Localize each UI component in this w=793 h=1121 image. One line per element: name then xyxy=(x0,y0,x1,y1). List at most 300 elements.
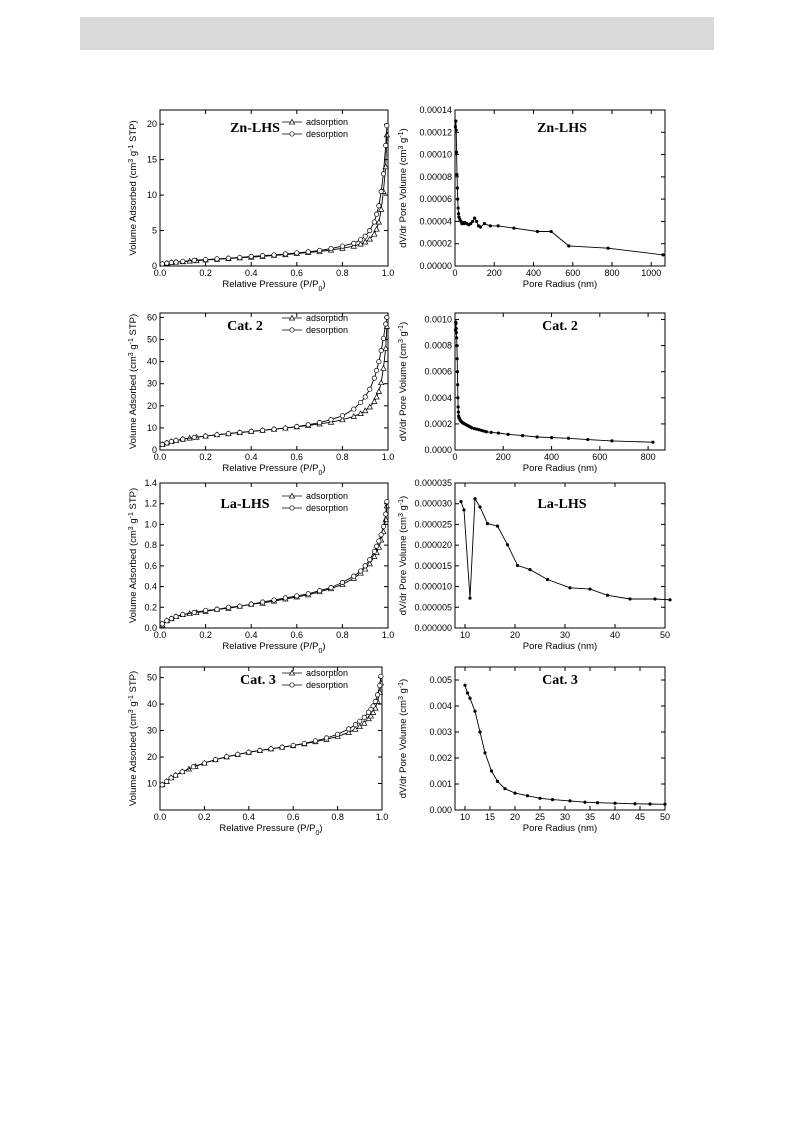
data-point xyxy=(457,411,460,414)
chart-panel-3 xyxy=(128,312,395,476)
x-tick-label: 400 xyxy=(544,452,560,462)
data-point xyxy=(466,691,469,694)
data-point xyxy=(385,123,389,127)
panel-title: Zn-LHS xyxy=(230,121,280,136)
data-point xyxy=(381,524,385,528)
data-point xyxy=(568,586,571,589)
data-point xyxy=(385,499,389,503)
y-tick-label: 0.004 xyxy=(429,701,452,711)
data-point xyxy=(379,674,383,678)
x-tick-label: 0.0 xyxy=(153,630,167,640)
data-point xyxy=(456,186,459,189)
data-point xyxy=(473,216,476,219)
legend-label: desorption xyxy=(306,129,349,139)
y-tick-label: 40 xyxy=(146,699,157,710)
data-point xyxy=(363,564,367,568)
data-point xyxy=(550,230,553,233)
data-point xyxy=(329,418,333,422)
chart-panel-2 xyxy=(398,105,666,290)
y-axis-title: Volume Adsorbed ($cm^3$ $g^{-1}$ STP) xyxy=(127,313,139,450)
y-tick-label: 0.8 xyxy=(144,540,157,551)
chart-panel-1 xyxy=(128,110,395,293)
data-point xyxy=(454,120,457,123)
data-point xyxy=(596,801,599,804)
plot-frame xyxy=(160,483,388,628)
legend-marker-circle xyxy=(290,132,294,136)
data-point xyxy=(165,261,169,265)
data-point xyxy=(379,189,383,193)
data-point xyxy=(546,578,549,581)
data-point xyxy=(174,260,178,264)
y-tick-label: 0.0008 xyxy=(424,340,452,351)
data-point xyxy=(376,389,381,394)
x-tick-label: 1.0 xyxy=(381,452,395,462)
data-point xyxy=(260,600,264,604)
legend-label: adsorption xyxy=(306,491,349,501)
data-point xyxy=(283,426,287,430)
data-point xyxy=(478,730,481,733)
data-point xyxy=(363,395,367,399)
x-tick-label: 800 xyxy=(604,268,620,278)
x-tick-label: 600 xyxy=(565,268,581,278)
series-line-dV/dr xyxy=(465,685,665,804)
y-tick-label: 0.00004 xyxy=(419,216,452,227)
panel-title: Cat. 2 xyxy=(227,319,263,334)
data-point xyxy=(352,241,356,245)
data-point xyxy=(462,508,465,511)
y-tick-label: 0.0006 xyxy=(424,366,452,377)
series-line-dV/dr xyxy=(456,322,653,442)
data-point xyxy=(340,414,344,418)
y-axis-title: Volume Adsorbed ($cm^3$ $g^{-1}$ STP) xyxy=(127,670,139,807)
data-point xyxy=(226,256,230,260)
y-tick-label: 0.0010 xyxy=(424,314,452,325)
panel-title: Zn-LHS xyxy=(537,121,587,136)
data-point xyxy=(379,348,383,352)
data-point xyxy=(283,596,287,600)
y-tick-label: 0.000 xyxy=(429,805,452,815)
data-point xyxy=(583,801,586,804)
legend-label: desorption xyxy=(306,680,349,690)
data-point xyxy=(306,423,310,427)
y-tick-label: 0.000035 xyxy=(414,478,452,488)
y-axis-title: dV/dr Pore Volume ($cm^3$ $g^{-1}$) xyxy=(397,128,409,248)
legend xyxy=(282,668,348,690)
data-point xyxy=(192,258,196,262)
x-tick-label: 20 xyxy=(509,630,521,640)
data-point xyxy=(653,597,656,600)
legend-label: adsorption xyxy=(306,117,349,127)
y-tick-label: 40 xyxy=(146,356,157,367)
data-point xyxy=(516,564,519,567)
legend xyxy=(282,313,348,335)
y-tick-label: 0 xyxy=(151,261,157,271)
data-point xyxy=(456,396,459,399)
x-tick-label: 50 xyxy=(659,812,671,822)
y-tick-label: 0.000015 xyxy=(414,560,452,571)
data-point xyxy=(490,769,493,772)
x-tick-label: 0.2 xyxy=(199,630,212,640)
data-point xyxy=(295,594,299,598)
data-point xyxy=(457,405,460,408)
data-point xyxy=(374,394,379,399)
data-point xyxy=(478,505,481,508)
x-tick-label: 0.6 xyxy=(290,268,304,278)
data-point xyxy=(486,522,489,525)
data-point xyxy=(372,376,376,380)
data-point xyxy=(313,739,317,743)
x-tick-label: 45 xyxy=(634,812,646,822)
data-point xyxy=(633,802,636,805)
x-tick-label: 30 xyxy=(559,630,571,640)
legend-label: adsorption xyxy=(306,668,349,678)
data-point xyxy=(528,568,531,571)
data-point xyxy=(272,427,276,431)
chart-panel-4 xyxy=(398,313,666,474)
x-axis-title: Pore Radius (nm) xyxy=(522,463,598,474)
data-point xyxy=(215,433,219,437)
y-tick-label: 50 xyxy=(146,334,157,345)
data-point xyxy=(160,442,164,446)
data-point xyxy=(536,230,539,233)
data-point xyxy=(192,435,196,439)
data-point xyxy=(454,322,457,325)
y-tick-label: 15 xyxy=(146,154,157,165)
legend-marker-circle xyxy=(290,506,294,510)
x-tick-label: 600 xyxy=(592,452,608,462)
y-tick-label: 0.00008 xyxy=(419,171,452,182)
y-tick-label: 0 xyxy=(151,445,157,455)
data-point xyxy=(457,206,460,209)
y-tick-label: 0.000000 xyxy=(414,623,452,633)
data-point xyxy=(169,776,173,780)
data-point xyxy=(375,693,379,697)
data-point xyxy=(456,383,459,386)
x-tick-label: 0.0 xyxy=(153,812,167,822)
data-point xyxy=(372,231,377,236)
data-point xyxy=(226,605,230,609)
data-point xyxy=(347,727,351,731)
data-point xyxy=(358,569,362,573)
legend-label: adsorption xyxy=(306,313,349,323)
data-point xyxy=(507,433,510,436)
x-tick-label: 0.4 xyxy=(242,812,256,822)
data-point xyxy=(455,331,458,334)
x-tick-label: 0.6 xyxy=(286,812,300,822)
x-tick-label: 0.4 xyxy=(244,630,258,640)
data-point xyxy=(215,607,219,611)
x-tick-label: 0.6 xyxy=(290,630,304,640)
x-tick-label: 200 xyxy=(495,452,511,462)
data-point xyxy=(165,619,169,623)
series-line-desorption xyxy=(162,317,387,444)
x-tick-label: 0.8 xyxy=(336,268,349,278)
x-tick-label: 40 xyxy=(609,812,621,822)
data-point xyxy=(586,438,589,441)
data-point xyxy=(661,253,664,256)
x-tick-label: 400 xyxy=(525,268,542,278)
data-point xyxy=(550,436,553,439)
chart-panel-5 xyxy=(128,478,395,655)
x-tick-label: 0.2 xyxy=(199,452,212,462)
data-point xyxy=(280,745,284,749)
plot-frame xyxy=(160,667,382,810)
data-point xyxy=(295,251,299,255)
data-point xyxy=(368,387,372,391)
x-tick-label: 0.8 xyxy=(336,630,349,640)
data-point xyxy=(329,246,333,250)
x-tick-label: 0.8 xyxy=(331,812,344,822)
x-tick-label: 0.6 xyxy=(290,452,304,462)
x-tick-label: 1.0 xyxy=(381,630,395,640)
data-point xyxy=(377,204,381,208)
plot-frame xyxy=(455,667,665,810)
y-tick-label: 0.003 xyxy=(429,727,452,737)
data-point xyxy=(628,597,631,600)
data-point xyxy=(260,254,264,258)
data-point xyxy=(203,434,207,438)
series-line-dV/dr xyxy=(461,499,670,600)
panel-title: Cat. 3 xyxy=(542,673,578,688)
data-point xyxy=(379,533,383,537)
y-tick-label: 50 xyxy=(146,672,157,683)
x-tick-label: 35 xyxy=(584,812,596,822)
data-point xyxy=(249,254,253,258)
data-point xyxy=(496,780,499,783)
data-point xyxy=(291,743,295,747)
data-point xyxy=(181,437,185,441)
data-point xyxy=(272,253,276,257)
data-point xyxy=(567,244,570,247)
data-point xyxy=(535,435,538,438)
data-point xyxy=(192,610,196,614)
data-point xyxy=(471,220,474,223)
x-tick-label: 200 xyxy=(486,268,502,278)
data-point xyxy=(169,616,173,620)
data-point xyxy=(247,750,251,754)
data-point xyxy=(160,622,164,626)
legend xyxy=(282,491,348,513)
y-tick-label: 0.002 xyxy=(429,753,452,763)
data-point xyxy=(384,512,388,516)
data-point xyxy=(490,431,493,434)
data-point xyxy=(521,434,524,437)
y-tick-label: 0.2 xyxy=(144,602,157,613)
x-axis-title: Relative Pressure $(P/P_0)$ xyxy=(222,641,326,655)
y-tick-label: 10 xyxy=(146,778,157,789)
legend-marker-circle xyxy=(290,683,294,687)
data-point xyxy=(468,597,471,600)
y-tick-label: 0.0004 xyxy=(424,392,452,403)
data-point xyxy=(606,594,609,597)
data-point xyxy=(160,262,164,266)
data-point xyxy=(366,710,370,714)
x-tick-label: 50 xyxy=(659,630,671,640)
x-tick-label: 800 xyxy=(640,452,656,462)
x-tick-label: 20 xyxy=(509,812,521,822)
data-point xyxy=(457,212,460,215)
data-point xyxy=(475,220,478,223)
data-point xyxy=(373,699,377,703)
data-point xyxy=(317,589,321,593)
y-tick-label: 0.00006 xyxy=(419,194,452,205)
data-point xyxy=(538,797,541,800)
y-tick-label: 0.0002 xyxy=(424,418,452,429)
x-axis-title: Relative Pressure $(P/P_0)$ xyxy=(219,823,323,837)
data-point xyxy=(173,773,177,777)
x-tick-label: 0.2 xyxy=(199,268,212,278)
y-tick-label: 10 xyxy=(146,422,157,433)
data-point xyxy=(306,250,310,254)
data-point xyxy=(384,143,388,147)
y-tick-label: 0.000005 xyxy=(414,602,452,613)
x-tick-label: 0 xyxy=(452,268,458,278)
data-point xyxy=(374,368,378,372)
data-point xyxy=(385,315,389,319)
y-tick-label: 0.00012 xyxy=(419,127,452,138)
x-tick-label: 0.4 xyxy=(244,452,258,462)
data-point xyxy=(473,710,476,713)
y-axis-title: dV/dr Pore Volume ($cm^3$ $g^{-1}$) xyxy=(397,321,409,442)
data-point xyxy=(372,220,376,224)
y-tick-label: 30 xyxy=(146,378,157,389)
y-tick-label: 0.000010 xyxy=(414,581,452,592)
data-point xyxy=(379,380,384,385)
data-point xyxy=(368,557,372,561)
data-point xyxy=(238,255,242,259)
data-point xyxy=(165,441,169,445)
data-point xyxy=(351,414,356,419)
data-point xyxy=(358,719,362,723)
data-point xyxy=(463,684,466,687)
series-line-adsorption xyxy=(162,506,387,625)
x-axis-title: Pore Radius (nm) xyxy=(522,823,598,834)
data-point xyxy=(483,222,486,225)
data-point xyxy=(372,549,376,553)
x-axis-title: Relative Pressure $(P/P_0)$ xyxy=(222,279,326,293)
y-tick-label: 0.00014 xyxy=(419,105,452,115)
data-point xyxy=(368,228,372,232)
legend-label: desorption xyxy=(306,503,349,513)
data-point xyxy=(503,787,506,790)
data-point xyxy=(269,747,273,751)
data-point xyxy=(381,336,385,340)
y-tick-label: 0.000025 xyxy=(414,519,452,530)
data-point xyxy=(260,428,264,432)
data-point xyxy=(329,585,333,589)
data-point xyxy=(381,172,385,176)
data-point xyxy=(374,212,378,216)
data-point xyxy=(180,770,184,774)
x-tick-label: 0.8 xyxy=(336,452,349,462)
data-point xyxy=(238,430,242,434)
data-point xyxy=(340,244,344,248)
data-point xyxy=(497,224,500,227)
data-point xyxy=(191,765,195,769)
data-point xyxy=(454,125,457,128)
data-point xyxy=(377,359,381,363)
data-point xyxy=(362,715,366,719)
data-point xyxy=(513,792,516,795)
y-tick-label: 0.000020 xyxy=(414,540,452,551)
data-point xyxy=(363,239,368,244)
data-point xyxy=(668,598,671,601)
data-point xyxy=(358,411,363,416)
data-point xyxy=(181,612,185,616)
x-tick-label: 0.4 xyxy=(244,268,258,278)
data-point xyxy=(203,257,207,261)
data-point xyxy=(340,580,344,584)
y-tick-label: 0.00010 xyxy=(419,149,452,160)
data-point xyxy=(317,420,321,424)
data-point xyxy=(567,437,570,440)
x-tick-label: 1000 xyxy=(641,268,662,278)
data-point xyxy=(306,592,310,596)
x-tick-label: 10 xyxy=(459,812,471,822)
data-point xyxy=(663,803,666,806)
y-tick-label: 20 xyxy=(146,119,157,130)
data-point xyxy=(317,248,321,252)
data-point xyxy=(202,761,206,765)
data-point xyxy=(215,257,219,261)
data-point xyxy=(479,225,482,228)
data-point xyxy=(374,544,378,548)
panel-title: Cat. 2 xyxy=(542,319,578,334)
panel-title: La-LHS xyxy=(220,497,270,512)
y-tick-label: 1.4 xyxy=(144,478,157,488)
panel-title: La-LHS xyxy=(537,497,587,512)
x-tick-label: 1.0 xyxy=(381,268,395,278)
data-point xyxy=(468,697,471,700)
x-axis-title: Pore Radius (nm) xyxy=(522,279,598,290)
data-point xyxy=(381,366,386,371)
data-point xyxy=(384,322,388,326)
x-tick-label: 0.2 xyxy=(198,812,211,822)
data-point xyxy=(353,723,357,727)
y-tick-label: 20 xyxy=(146,752,157,763)
data-point xyxy=(169,260,173,264)
y-tick-label: 0.6 xyxy=(144,560,157,571)
data-point xyxy=(512,227,515,230)
data-point xyxy=(455,151,458,154)
legend-marker-circle xyxy=(290,328,294,332)
x-axis-title: Pore Radius (nm) xyxy=(522,641,598,652)
data-point xyxy=(568,799,571,802)
data-point xyxy=(224,755,228,759)
y-axis-title: Volume Adsorbed ($cm^3$ $g^{-1}$ STP) xyxy=(127,120,139,256)
data-point xyxy=(456,370,459,373)
data-point xyxy=(283,252,287,256)
data-point xyxy=(372,399,377,404)
y-tick-label: 0.000030 xyxy=(414,498,452,509)
data-point xyxy=(459,500,462,503)
data-point xyxy=(164,779,168,783)
data-point xyxy=(363,234,367,238)
data-point xyxy=(358,400,362,404)
data-point xyxy=(456,357,459,360)
data-point xyxy=(455,173,458,176)
data-point xyxy=(456,198,459,201)
data-point xyxy=(295,424,299,428)
data-point xyxy=(374,227,379,232)
y-tick-label: 60 xyxy=(146,312,157,323)
data-point xyxy=(473,497,476,500)
data-point xyxy=(455,344,458,347)
data-point xyxy=(496,524,499,527)
data-point xyxy=(526,794,529,797)
data-point xyxy=(489,224,492,227)
y-tick-label: 1.2 xyxy=(144,498,157,509)
